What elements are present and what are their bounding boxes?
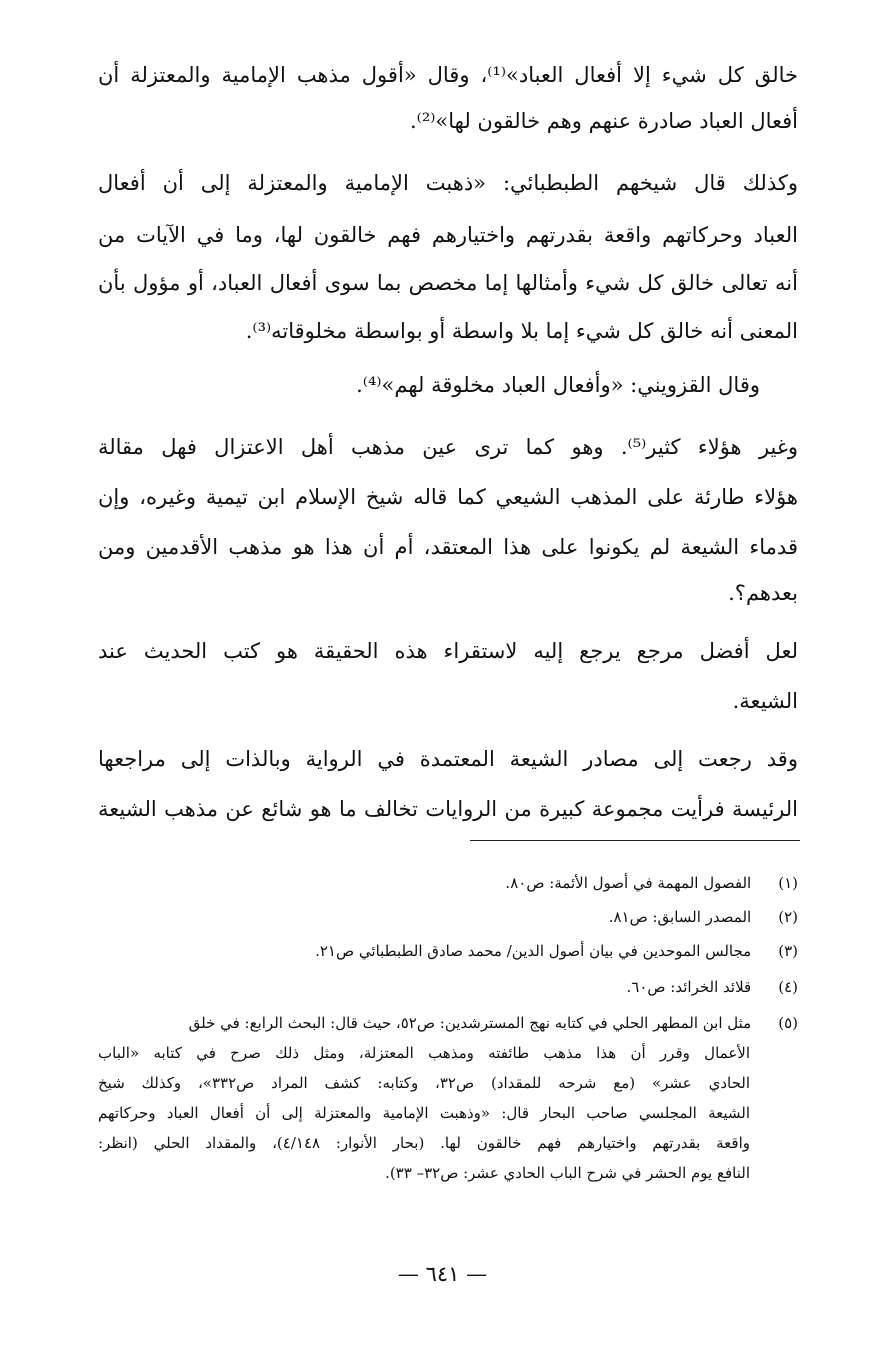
body-line: الشيعة. bbox=[732, 689, 798, 713]
footnote-number: (٥) bbox=[778, 1014, 798, 1032]
body-line: وقد رجعت إلى مصادر الشيعة المعتمدة في الرواية وبالذات إلى مراجعها bbox=[98, 747, 798, 771]
footnote bbox=[98, 938, 798, 964]
footnote-number: (٣) bbox=[778, 942, 798, 960]
footnote-number: (٢) bbox=[778, 908, 798, 926]
body-line: أفعال العباد صادرة عنهم وهم خالقون لها»⁽²⁾. bbox=[409, 109, 798, 133]
body-line: لعل أفضل مرجع يرجع إليه لاستقراء هذه الحقيقة هو كتب الحديث عند bbox=[98, 639, 798, 663]
footnote bbox=[98, 974, 798, 1000]
footnote-text: المصدر السابق: ص٨١. bbox=[608, 908, 752, 926]
body-line: وكذلك قال شيخهم الطبطبائي: «ذهبت الإمامية والمعتزلة إلى أن أفعال bbox=[98, 171, 798, 195]
body-line: وقال القزويني: «وأفعال العباد مخلوقة لهم»⁽⁴⁾. bbox=[356, 373, 760, 397]
footnote-text: الفصول المهمة في أصول الأئمة: ص٨٠. bbox=[505, 874, 752, 892]
footnote-text: مجالس الموحدين في بيان أصول الدين/ محمد صادق الطبطبائي ص٢١. bbox=[315, 942, 752, 960]
footnote-continuation: الشيعة المجلسي صاحب البحار قال: «وذهبت الإمامية والمعتزلة إلى أن أفعال العباد وحركاتهم bbox=[98, 1104, 750, 1122]
footnote-text: مثل ابن المطهر الحلي في كتابه نهج المسترشدين: ص٥٢، حيث قال: البحث الرابع: في خلق bbox=[188, 1014, 752, 1032]
body-line: بعدهم؟. bbox=[728, 581, 798, 605]
body-line: خالق كل شيء إلا أفعال العباد»⁽¹⁾، وقال «أقول مذهب الإمامية والمعتزلة أن bbox=[98, 63, 798, 87]
body-line: أنه تعالى خالق كل شيء وأمثالها إما مخصص بما سوى أفعال العباد، أو مؤول بأن bbox=[98, 271, 798, 295]
footnote-separator bbox=[470, 840, 800, 841]
body-line: قدماء الشيعة لم يكونوا على هذا المعتقد، أم أن هذا هو مذهب الأقدمين ومن bbox=[98, 535, 798, 559]
body-line: المعنى أنه خالق كل شيء إما بلا واسطة أو بواسطة مخلوقاته⁽³⁾. bbox=[245, 319, 798, 343]
body-line: وغير هؤلاء كثير⁽⁵⁾. وهو كما ترى عين مذهب أهل الاعتزال فهل مقالة bbox=[98, 435, 798, 459]
body-line: هؤلاء طارئة على المذهب الشيعي كما قاله شيخ الإسلام ابن تيمية وغيره، وإن bbox=[98, 485, 798, 509]
footnote bbox=[98, 1010, 798, 1036]
footnote bbox=[98, 904, 798, 930]
footnote-text: قلائد الخرائد: ص٦٠. bbox=[626, 978, 752, 996]
footnote-number: (١) bbox=[778, 874, 798, 892]
footnote-continuation: النافع يوم الحشر في شرح الباب الحادي عشر: ص٣٢– ٣٣). bbox=[385, 1164, 750, 1182]
footnote-continuation: الحادي عشر» (مع شرحه للمقداد) ص٣٢، وكتابه: كشف المراد ص٣٣٢»، وكذلك شيخ bbox=[98, 1074, 750, 1092]
page-number: — ٦٤١ — bbox=[397, 1262, 488, 1286]
footnote bbox=[98, 870, 798, 896]
footnote-number: (٤) bbox=[778, 978, 798, 996]
body-line: العباد وحركاتهم واقعة بقدرتهم واختيارهم فهم خالقون لها، وما في الآيات من bbox=[98, 223, 798, 247]
body-line: الرئيسة فرأيت مجموعة كبيرة من الروايات تخالف ما هو شائع عن مذهب الشيعة bbox=[98, 797, 798, 821]
footnote-continuation: الأعمال وقرر أن هذا مذهب طائفته ومذهب المعتزلة، ومثل ذلك صرح في كتابه «الباب bbox=[98, 1044, 750, 1062]
footnote-continuation: واقعة بقدرتهم واختيارهم فهم خالقون لها. (بحار الأنوار: ٤/١٤٨)، والمقداد الحلي (انظر: bbox=[98, 1134, 750, 1152]
